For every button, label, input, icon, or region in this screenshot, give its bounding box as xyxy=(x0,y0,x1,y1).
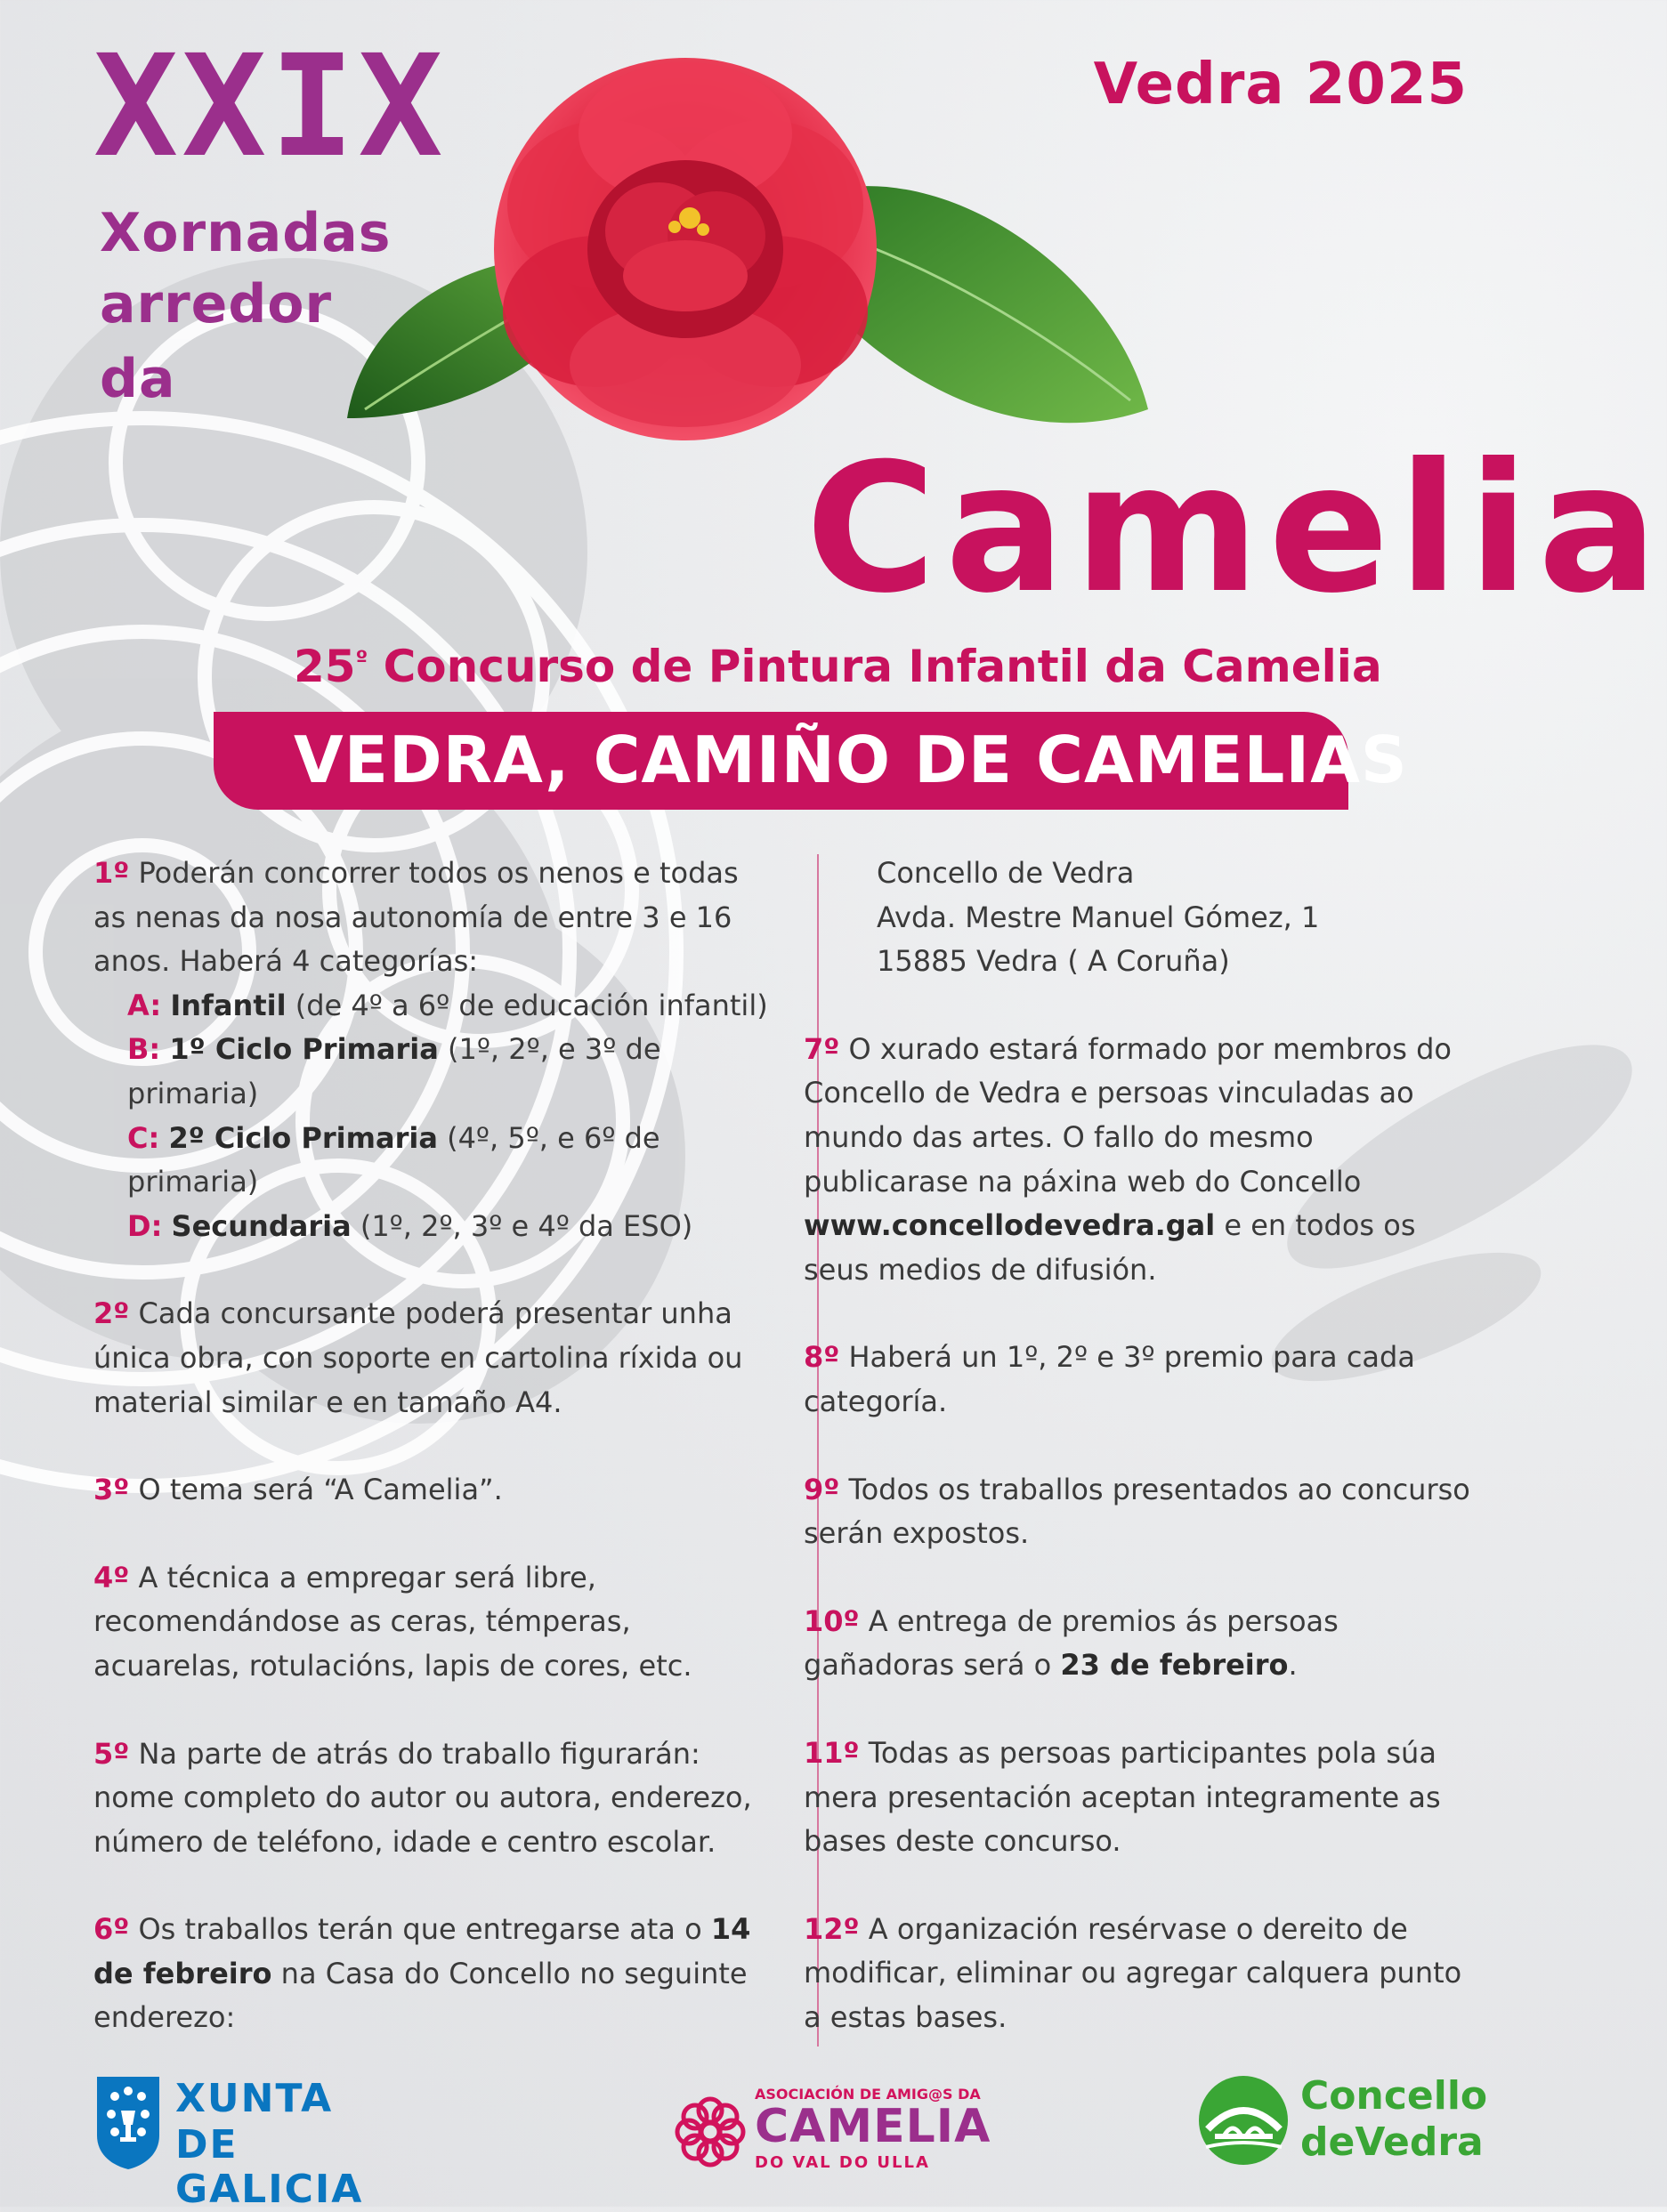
rule-text: Todas as persoas participantes pola súa mera presentación aceptan integramente as bases deste concurso. xyxy=(804,1735,1441,1859)
rule-2 xyxy=(93,1292,770,1425)
rule-6 xyxy=(93,1908,770,2040)
rule-1 xyxy=(93,852,770,984)
concello-line-1: Concello xyxy=(1300,2073,1488,2119)
main-title: Camelia xyxy=(805,425,1667,633)
rule-text: Os traballos terán que entregarse ata o xyxy=(138,1912,702,1947)
theme-banner-text: VEDRA, CAMIÑO DE CAMELIAS xyxy=(294,723,1408,797)
rule-text: Na parte de atrás do traballo figurarán: nome completo do autor ou autora, enderezo, número de teléfono, idade e centro escolar. xyxy=(93,1736,752,1859)
address-line: 15885 Vedra ( A Coruña) xyxy=(877,944,1230,979)
rule-text: Poderán concorrer todos os nenos e todas as nenas da nosa autonomía de entre 3 e 16 anos. Haberá 4 categorías: xyxy=(93,856,739,979)
place-year: Vedra 2025 xyxy=(1093,52,1468,117)
rule-number: 5º xyxy=(93,1736,130,1771)
camellia-rosette-icon xyxy=(669,2091,751,2173)
contest-title xyxy=(294,641,1382,692)
rules-left-column xyxy=(93,852,770,2040)
category-letter: D: xyxy=(127,1208,163,1243)
concello-line-2: deVedra xyxy=(1300,2119,1484,2165)
contest-ordinal: 25 xyxy=(294,641,356,692)
category-letter: A: xyxy=(127,988,162,1022)
subtitle-line-1: Xornadas xyxy=(100,202,392,264)
rule-text: A entrega de premios ás persoas gañadoras será o xyxy=(804,1603,1339,1683)
assoc-line-1: ASOCIACIÓN DE AMIG@S DA xyxy=(755,2086,981,2103)
xunta-de-galicia-logo xyxy=(93,2073,432,2212)
rules-right-column xyxy=(804,852,1480,2039)
category-name: Infantil xyxy=(170,988,287,1022)
rule-number: 12º xyxy=(804,1911,860,1946)
contest-name: Concurso de Pintura Infantil da Camelia xyxy=(383,641,1382,692)
category-letter: C: xyxy=(127,1120,160,1155)
edition-number: XXIX xyxy=(93,25,447,189)
rule-3 xyxy=(93,1468,770,1513)
category-name: 1º Ciclo Primaria xyxy=(169,1032,439,1067)
rule-8 xyxy=(804,1336,1480,1424)
rule-7 xyxy=(804,1028,1480,1293)
deadline-date: 14 de febreiro xyxy=(93,1912,751,1990)
rule-5 xyxy=(93,1732,770,1865)
rule-number: 8º xyxy=(804,1340,840,1375)
address-line: Avda. Mestre Manuel Gómez, 1 xyxy=(877,900,1320,934)
camelia-association-logo xyxy=(669,2082,991,2180)
rule-number: 1º xyxy=(93,856,130,890)
address-line: Concello de Vedra xyxy=(877,856,1135,890)
category-detail: (1º, 2º, e 3º de primaria) xyxy=(127,1032,661,1110)
category-detail: (1º, 2º, 3º e 4º da ESO) xyxy=(360,1208,693,1243)
rule-4 xyxy=(93,1556,770,1689)
rule-number: 3º xyxy=(93,1473,130,1507)
award-date: 23 de febreiro xyxy=(1060,1648,1289,1683)
rule-number: 2º xyxy=(93,1296,130,1331)
subtitle-line-3: da xyxy=(100,348,176,410)
rule-number: 9º xyxy=(804,1472,840,1506)
category-name: 2º Ciclo Primaria xyxy=(168,1120,438,1155)
category-item xyxy=(93,1028,770,1116)
rule-number: 7º xyxy=(804,1031,840,1066)
concello-emblem-icon xyxy=(1197,2074,1291,2168)
category-detail: (de 4º a 6º de educación infantil) xyxy=(295,988,768,1022)
xunta-line-2: DE GALICIA xyxy=(175,2122,364,2212)
category-letter: B: xyxy=(127,1032,161,1067)
rule-text: A organización resérvase o dereito de modificar, eliminar ou agregar calquera punto a estas bases. xyxy=(804,1911,1462,2034)
rule-text: na Casa do Concello no seguinte enderezo: xyxy=(93,1956,748,2035)
subtitle-line-2: arredor xyxy=(100,273,333,335)
delivery-address xyxy=(804,852,1480,984)
category-name: Secundaria xyxy=(171,1208,352,1243)
rule-text: A técnica a empregar será libre, recomendándose as ceras, témperas, acuarelas, rotulacións, lapis de cores, etc. xyxy=(93,1560,692,1683)
assoc-line-3: DO VAL DO ULLA xyxy=(755,2153,930,2172)
rule-text: Haberá un 1º, 2º e 3º premio para cada categoría. xyxy=(804,1340,1415,1418)
contest-ordinal-sup: º xyxy=(355,646,368,672)
rule-number: 10º xyxy=(804,1603,860,1638)
xunta-line-1: XUNTA xyxy=(175,2076,334,2121)
rule-number: 11º xyxy=(804,1735,860,1770)
rule-text: e en todos os seus medios de difusión. xyxy=(804,1208,1416,1287)
rule-text: O xurado estará formado por membros do Concello de Vedra e persoas vinculadas ao mundo das artes. O fallo do mesmo publicarase na páxina web do Concello xyxy=(804,1031,1452,1199)
rule-text: . xyxy=(1288,1648,1298,1683)
rule-12 xyxy=(804,1908,1480,2040)
category-item xyxy=(93,984,770,1029)
rule-10 xyxy=(804,1600,1480,1688)
rule-text: Todos os traballos presentados ao concurso serán expostos. xyxy=(804,1472,1470,1551)
assoc-line-2: CAMELIA xyxy=(755,2100,991,2153)
rule-text: O tema será “A Camelia”. xyxy=(138,1473,503,1507)
galicia-shield-icon xyxy=(93,2073,163,2171)
concello-de-vedra-logo xyxy=(1197,2069,1488,2176)
category-detail: (4º, 5º, e 6º de primaria) xyxy=(127,1120,660,1199)
website-link[interactable]: www.concellodevedra.gal xyxy=(804,1208,1216,1243)
rule-number: 4º xyxy=(93,1560,130,1594)
rule-number: 6º xyxy=(93,1912,130,1947)
rule-text: Cada concursante poderá presentar unha única obra, con soporte en cartolina ríxida ou material similar e en tamaño A4. xyxy=(93,1296,743,1419)
rule-11 xyxy=(804,1732,1480,1864)
category-item xyxy=(93,1205,770,1249)
category-item xyxy=(93,1117,770,1205)
rule-9 xyxy=(804,1468,1480,1556)
